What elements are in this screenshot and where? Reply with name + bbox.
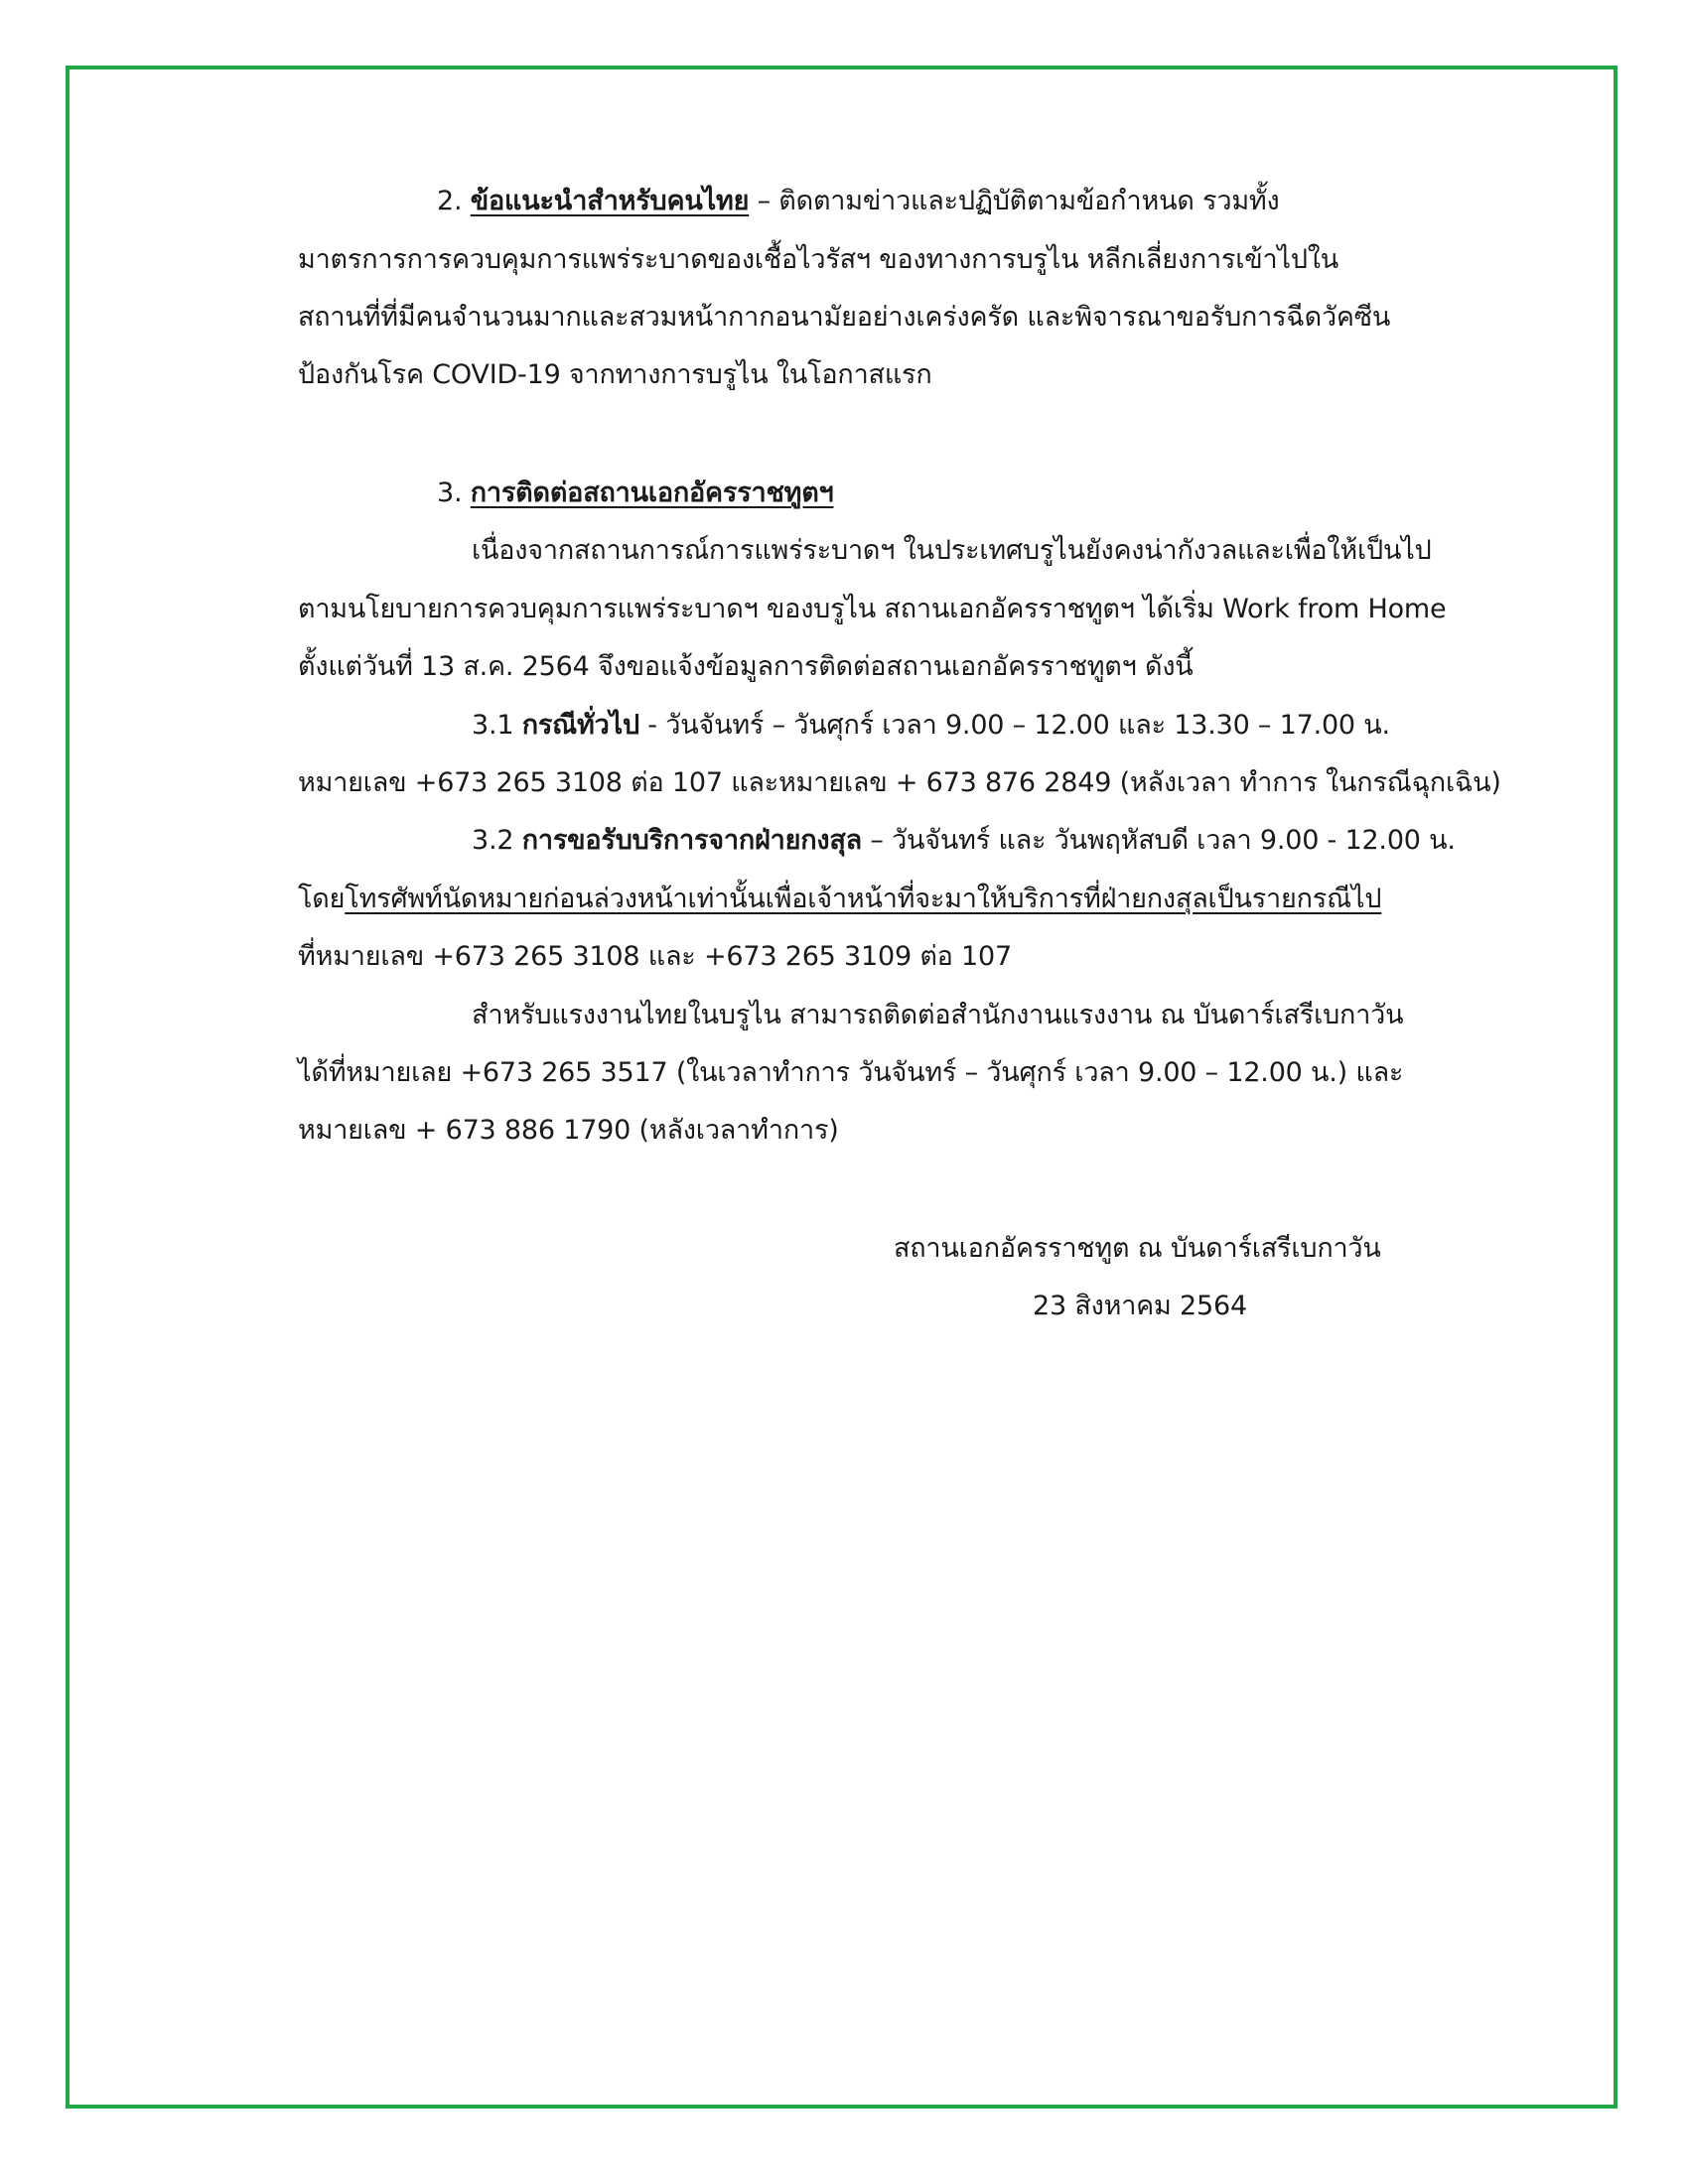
section3-para1-line1: เนื่องจากสถานการณ์การแพร่ระบาดฯ ในประเทศบรูไนยังคงน่ากังวลและเพื่อให้เป็นไป <box>472 535 1432 566</box>
item2-line3: ที่หมายเลข +673 265 3108 และ +673 265 3109 ต่อ 107 <box>298 941 1012 972</box>
section3-heading: การติดต่อสถานเอกอัครราชทูตฯ <box>470 478 834 508</box>
labour-line3: หมายเลข + 673 886 1790 (หลังเวลาทำการ) <box>298 1115 839 1146</box>
section2-line1-rest: – ติดตามข่าวและปฏิบัติตามข้อกำหนด รวมทั้ง <box>749 186 1280 216</box>
item1-line1 <box>472 706 1390 746</box>
signature-organization: สถานเอกอัครราชทูต ณ บันดาร์เสรีเบกาวัน <box>894 1233 1381 1264</box>
section2-line3: สถานที่ที่มีคนจำนวนมากและสวมหน้ากากอนามัยอย่างเคร่งครัด และพิจารณาขอรับการฉีดวัคซีน <box>298 302 1391 333</box>
item1-rest: - วันจันทร์ – วันศุกร์ เวลา 9.00 – 12.00 และ 13.30 – 17.00 น. <box>638 710 1390 741</box>
section2-number: 2. <box>437 186 463 216</box>
labour-line2: ได้ที่หมายเลย +673 265 3517 (ในเวลาทำการ วันจันทร์ – วันศุกร์ เวลา 9.00 – 12.00 น.) และ <box>298 1057 1404 1088</box>
item1-title: กรณีทั่วไป <box>521 710 639 741</box>
section2-heading: ข้อแนะนำสำหรับคนไทย <box>470 186 750 216</box>
section2-line2: มาตรการการควบคุมการแพร่ระบาดของเชื้อไวรัสฯ ของทางการบรูไน หลีกเลี่ยงการเข้าไปใน <box>298 244 1339 275</box>
section3-para1-line3: ตั้งแต่วันที่ 13 ส.ค. 2564 จึงขอแจ้งข้อมูลการติดต่อสถานเอกอัครราชทูตฯ ดังนี้ <box>298 651 1194 682</box>
section3-para1-line2: ตามนโยบายการควบคุมการแพร่ระบาดฯ ของบรูไน สถานเอกอัครราชทูตฯ ได้เริ่ม Work from Home <box>298 594 1447 624</box>
item2-line1 <box>472 821 1456 861</box>
section2-line1 <box>437 182 1280 221</box>
section2-line4: ป้องกันโรค COVID-19 จากทางการบรูไน ในโอกาสแรก <box>298 359 932 390</box>
labour-line1: สำหรับแรงงานไทยในบรูไน สามารถติดต่อสำนักงานแรงงาน ณ บันดาร์เสรีเบกาวัน <box>472 1000 1404 1030</box>
signature-date: 23 สิงหาคม 2564 <box>1033 1291 1247 1321</box>
section3-heading-line <box>437 474 834 513</box>
item1-line2: หมายเลข +673 265 3108 ต่อ 107 และหมายเลข + 673 876 2849 (หลังเวลา ทำการ ในกรณีฉุกเฉิน) <box>298 767 1501 798</box>
section3-number: 3. <box>437 478 463 508</box>
item2-line2-prefix: โดย <box>298 884 346 914</box>
item2-rest: – วันจันทร์ และ วันพฤหัสบดี เวลา 9.00 - 12.00 น. <box>862 825 1456 856</box>
item2-number: 3.2 <box>472 825 514 856</box>
item1-number: 3.1 <box>472 710 514 741</box>
item2-line2 <box>298 880 1381 919</box>
item2-title: การขอรับบริการจากฝ่ายกงสุล <box>521 825 862 856</box>
item2-line2-underlined: โทรศัพท์นัดหมายก่อนล่วงหน้าเท่านั้นเพื่อเจ้าหน้าที่จะมาให้บริการที่ฝ่ายกงสุลเป็นรายกรณีไป <box>345 884 1382 914</box>
